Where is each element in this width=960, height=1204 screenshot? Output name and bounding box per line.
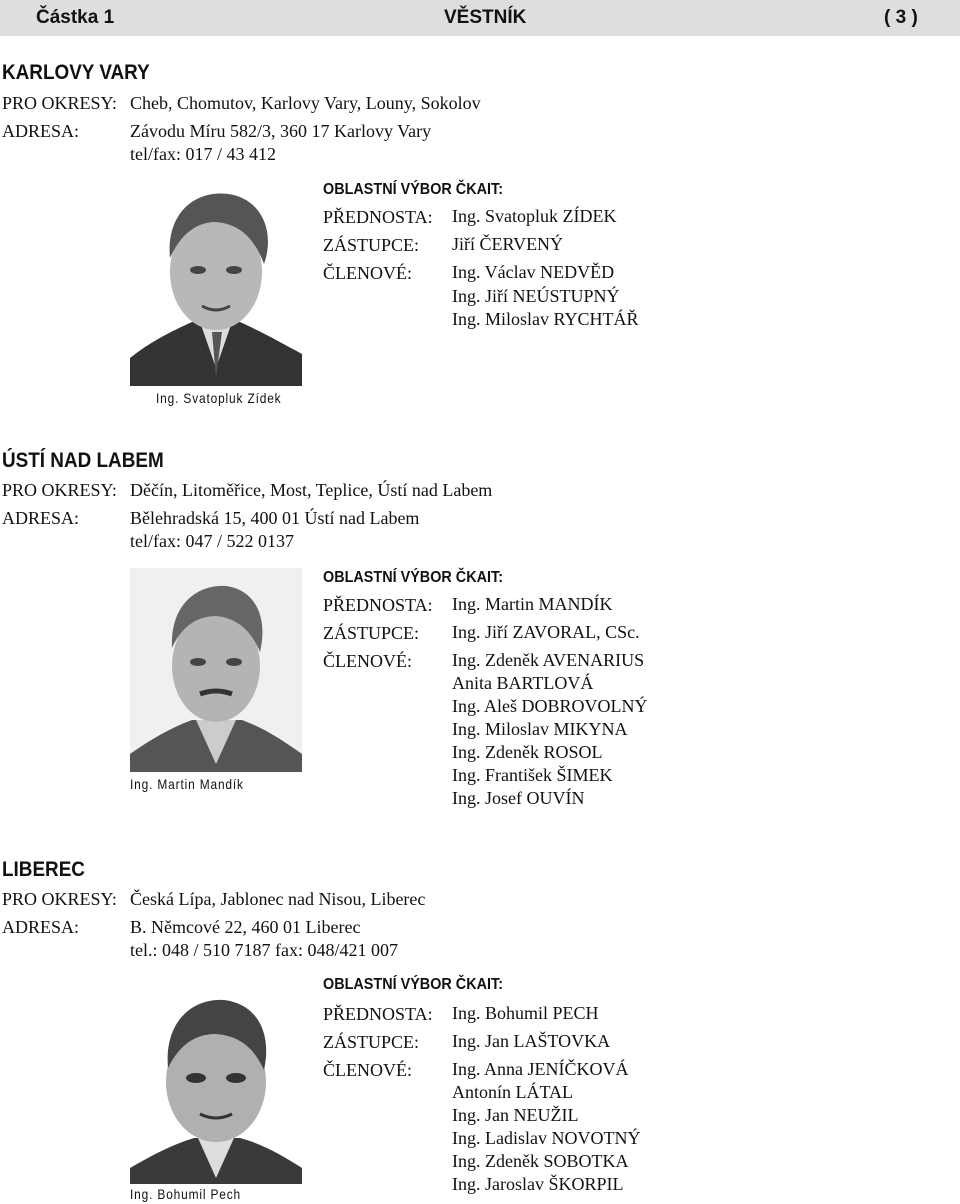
prednosta-name: Ing. Bohumil PECH <box>452 1003 599 1023</box>
page-header <box>0 0 960 36</box>
member-name: Ing. Miloslav MIKYNA <box>452 719 628 739</box>
zastupce-name: Ing. Jiří ZAVORAL, CSc. <box>452 622 640 642</box>
photo-caption: Ing. Bohumil Pech <box>130 1186 242 1202</box>
prednosta-name: Ing. Martin MANDÍK <box>452 594 613 614</box>
member-name: Ing. Miloslav RYCHTÁŘ <box>452 309 639 329</box>
member-name: Ing. Zdeněk ROSOL <box>452 742 603 762</box>
oblastni-vybor-heading: OBLASTNÍ VÝBOR ČKAIT: <box>323 181 503 198</box>
prednosta-label: PŘEDNOSTA: <box>323 207 433 227</box>
zastupce-name: Jiří ČERVENÝ <box>452 234 564 254</box>
header-part: Částka 1 <box>36 7 115 28</box>
prednosta-label: PŘEDNOSTA: <box>323 595 433 615</box>
address-line: Závodu Míru 582/3, 360 17 Karlovy Vary <box>130 121 432 141</box>
member-name: Ing. Josef OUVÍN <box>452 788 585 808</box>
member-name: Ing. Zdeněk AVENARIUS <box>452 650 645 670</box>
member-name: Ing. Jaroslav ŠKORPIL <box>452 1174 624 1194</box>
address-line: tel.: 048 / 510 7187 fax: 048/421 007 <box>130 940 398 960</box>
okresy-label: PRO OKRESY: <box>2 93 117 113</box>
address-line: B. Němcové 22, 460 01 Liberec <box>130 917 361 937</box>
zastupce-name: Ing. Jan LAŠTOVKA <box>452 1031 611 1051</box>
member-name: Antonín LÁTAL <box>452 1082 574 1102</box>
address-line: Bělehradská 15, 400 01 Ústí nad Labem <box>130 508 420 528</box>
portrait-photo <box>130 568 302 772</box>
okresy-label: PRO OKRESY: <box>2 889 117 909</box>
adresa-label: ADRESA: <box>2 917 80 937</box>
portrait-photo <box>130 182 302 386</box>
member-name: Ing. Zdeněk SOBOTKA <box>452 1151 629 1171</box>
photo-caption: Ing. Svatopluk Zídek <box>156 390 282 406</box>
okresy-value: Děčín, Litoměřice, Most, Teplice, Ústí nad Labem <box>130 480 493 500</box>
zastupce-label: ZÁSTUPCE: <box>323 1032 420 1052</box>
member-name: Ing. František ŠIMEK <box>452 765 613 785</box>
member-name: Ing. Jiří NEÚSTUPNÝ <box>452 286 620 306</box>
member-name: Ing. Anna JENÍČKOVÁ <box>452 1059 629 1079</box>
photo-caption: Ing. Martin Mandík <box>130 776 244 792</box>
address-line: tel/fax: 047 / 522 0137 <box>130 531 294 551</box>
adresa-label: ADRESA: <box>2 508 80 528</box>
okresy-label: PRO OKRESY: <box>2 480 117 500</box>
oblastni-vybor-heading: OBLASTNÍ VÝBOR ČKAIT: <box>323 976 503 993</box>
member-name: Ing. Ladislav NOVOTNÝ <box>452 1128 641 1148</box>
header-title: VĚSTNÍK <box>444 7 527 28</box>
section-title-liberec: LIBEREC <box>2 858 85 881</box>
prednosta-label: PŘEDNOSTA: <box>323 1004 433 1024</box>
section-title-karlovy-vary: KARLOVY VARY <box>2 61 150 84</box>
okresy-value: Česká Lípa, Jablonec nad Nisou, Liberec <box>130 889 426 909</box>
zastupce-label: ZÁSTUPCE: <box>323 235 420 255</box>
clenove-label: ČLENOVÉ: <box>323 651 412 671</box>
portrait-photo <box>130 978 302 1184</box>
okresy-value: Cheb, Chomutov, Karlovy Vary, Louny, Sokolov <box>130 93 481 113</box>
section-title-usti-nad-labem: ÚSTÍ NAD LABEM <box>2 449 164 472</box>
member-name: Ing. Jan NEUŽIL <box>452 1105 579 1125</box>
zastupce-label: ZÁSTUPCE: <box>323 623 420 643</box>
member-name: Ing. Aleš DOBROVOLNÝ <box>452 696 648 716</box>
prednosta-name: Ing. Svatopluk ZÍDEK <box>452 206 617 226</box>
clenove-label: ČLENOVÉ: <box>323 1060 412 1080</box>
address-line: tel/fax: 017 / 43 412 <box>130 144 276 164</box>
adresa-label: ADRESA: <box>2 121 80 141</box>
header-page-number: ( 3 ) <box>884 7 918 28</box>
member-name: Anita BARTLOVÁ <box>452 673 594 693</box>
member-name: Ing. Václav NEDVĚD <box>452 262 615 282</box>
clenove-label: ČLENOVÉ: <box>323 263 412 283</box>
oblastni-vybor-heading: OBLASTNÍ VÝBOR ČKAIT: <box>323 569 503 586</box>
